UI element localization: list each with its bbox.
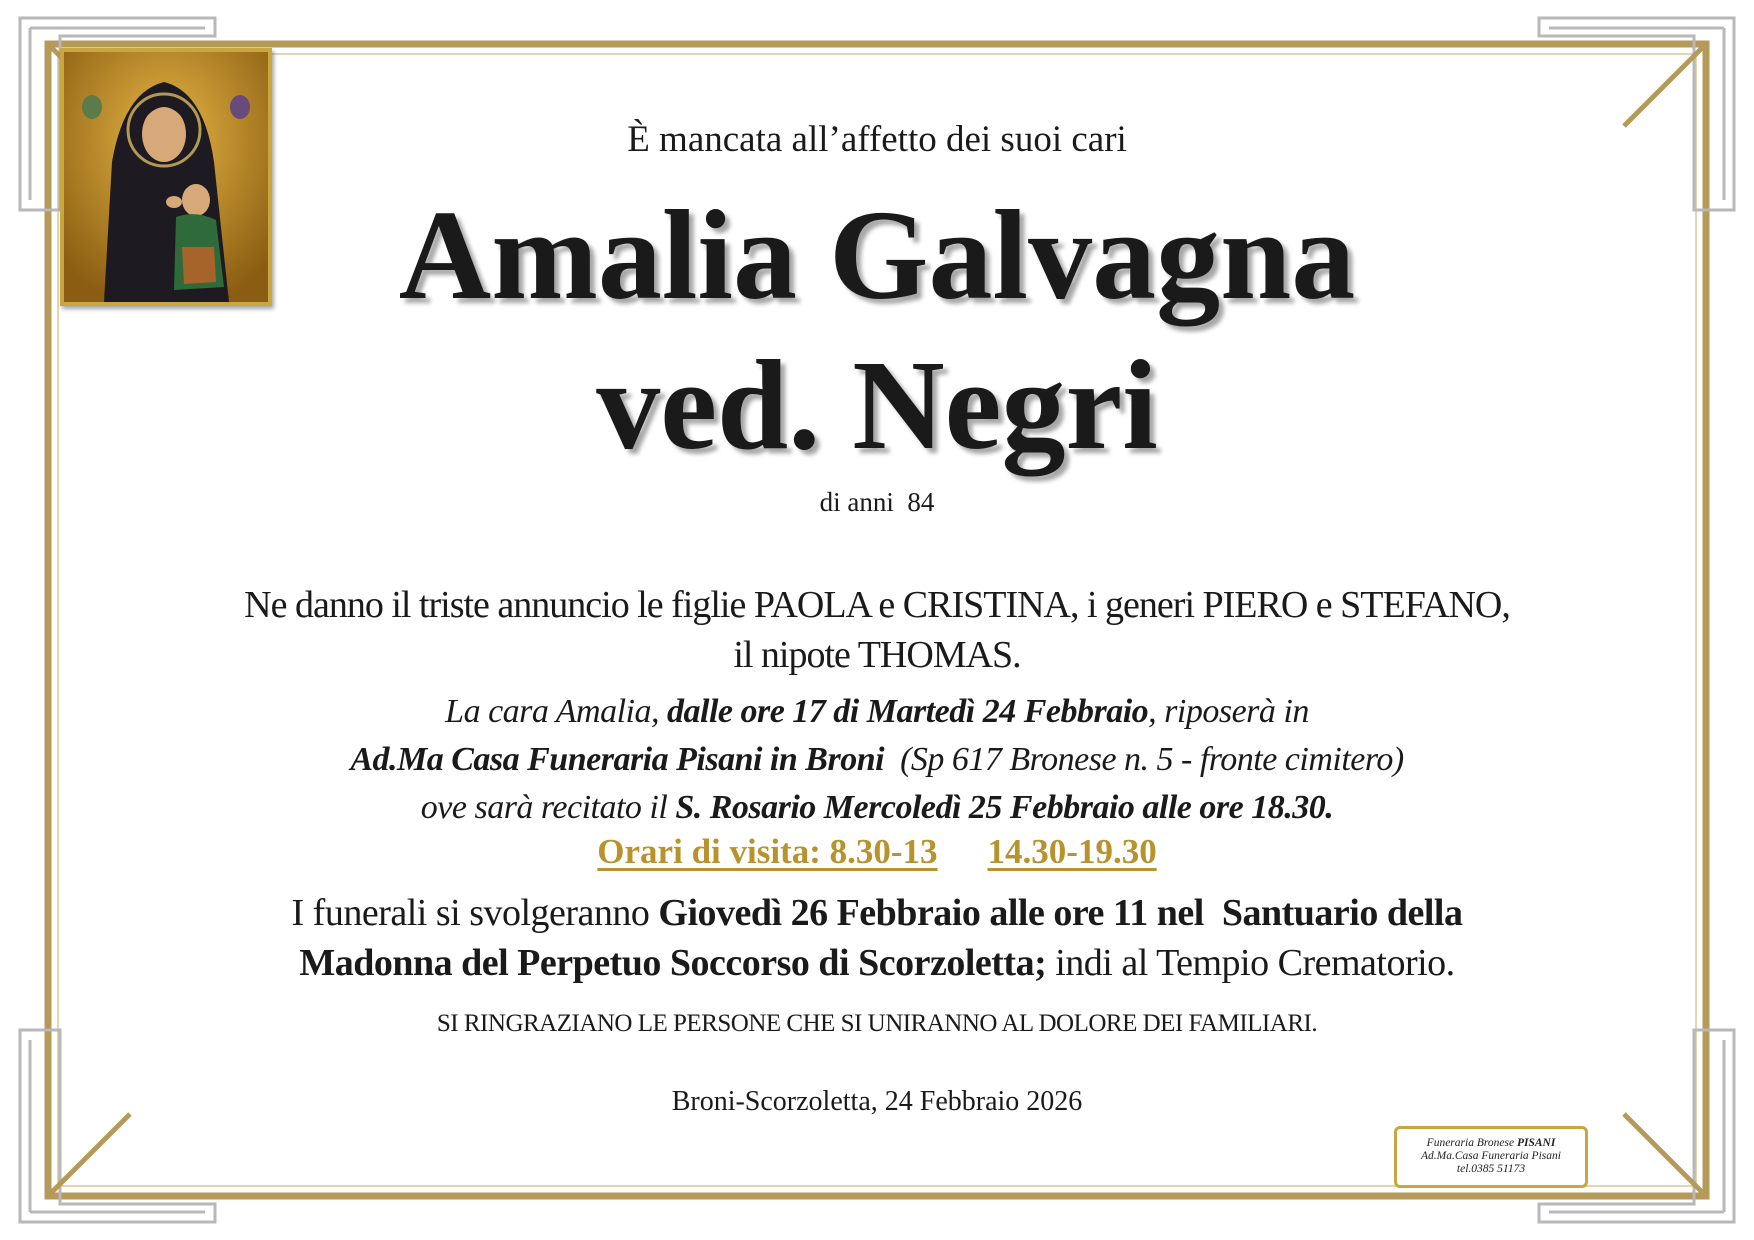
funeral-text: indi al Tempio Crematorio. bbox=[1046, 942, 1455, 984]
visiting-hours bbox=[0, 832, 1754, 872]
visit-text: , riposerà in bbox=[1148, 693, 1309, 730]
deceased-married-name: ved. Negri bbox=[596, 334, 1158, 476]
age-label: di anni bbox=[819, 487, 894, 517]
age-value: 84 bbox=[907, 487, 935, 517]
visitation-line bbox=[0, 736, 1754, 784]
visitation-line bbox=[0, 688, 1754, 736]
age bbox=[0, 487, 1754, 518]
funeral-home-name: Ad.Ma Casa Funeraria Pisani in Broni bbox=[350, 741, 885, 778]
visitation-info bbox=[0, 688, 1754, 832]
funeral-home-address: (Sp 617 Bronese n. 5 - fronte cimitero) bbox=[884, 741, 1404, 778]
visit-text: La cara Amalia, bbox=[445, 693, 667, 730]
funeral-line bbox=[0, 938, 1754, 988]
intro-text: È mancata all’affetto dei suoi cari bbox=[627, 119, 1127, 160]
stamp-brand: PISANI bbox=[1516, 1137, 1556, 1149]
visitation-line bbox=[0, 784, 1754, 832]
funeral-line bbox=[0, 888, 1754, 938]
visit-text: ove sarà recitato il bbox=[420, 789, 676, 826]
funeral-info bbox=[0, 888, 1754, 988]
announcement-line: Ne danno il triste annuncio le figlie PAOLA e CRISTINA, i generi PIERO e STEFANO, bbox=[244, 584, 1510, 626]
thanks-text: SI RINGRAZIANO LE PERSONE CHE SI UNIRANNO AL DOLORE DEI FAMILIARI. bbox=[436, 1010, 1318, 1037]
stamp-phone: tel.0385 51173 bbox=[1456, 1163, 1526, 1175]
visit-date: dalle ore 17 di Martedì 24 Febbraio bbox=[667, 693, 1149, 730]
visiting-hours-morning: Orari di visita: 8.30-13 bbox=[597, 832, 938, 871]
deceased-name: Amalia Galvagna bbox=[398, 184, 1356, 326]
visiting-hours-afternoon: 14.30-19.30 bbox=[987, 832, 1157, 871]
church-name: Madonna del Perpetuo Soccorso di Scorzoletta; bbox=[299, 942, 1047, 984]
funeral-text: I funerali si svolgeranno bbox=[291, 892, 659, 934]
announcement bbox=[0, 580, 1754, 680]
announcement-line: il nipote THOMAS. bbox=[733, 634, 1021, 676]
stamp-text: Funeraria Bronese bbox=[1426, 1137, 1517, 1149]
funeral-date: Giovedì 26 Febbraio alle ore 11 nel Santuario della bbox=[658, 892, 1463, 934]
funeral-home-stamp bbox=[1394, 1126, 1588, 1188]
place-date: Broni-Scorzoletta, 24 Febbraio 2026 bbox=[671, 1086, 1083, 1117]
stamp-text: Ad.Ma.Casa Funeraria Pisani bbox=[1421, 1150, 1561, 1162]
rosary-date: S. Rosario Mercoledì 25 Febbraio alle ore 18.30. bbox=[675, 789, 1334, 826]
